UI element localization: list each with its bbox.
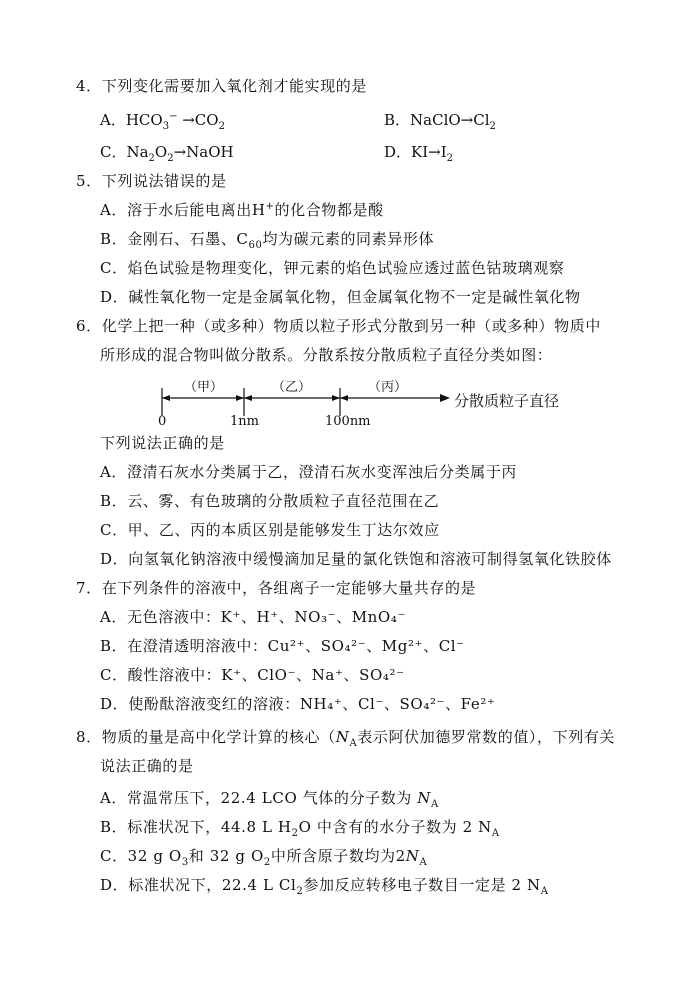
q8-option-b: B．标准状况下，44.8 L $H_2O$ 中含有的水分子数为 2 $N_A$ bbox=[100, 818, 500, 839]
q6-stem-line1: 6．化学上把一种（或多种）物质以粒子形式分散到另一种（或多种）物质中 bbox=[76, 317, 601, 335]
q7-stem: 7．在下列条件的溶液中，各组离子一定能够大量共存的是 bbox=[76, 579, 477, 597]
q8-stem-line1: 8．物质的量是高中化学计算的核心（$N_A$表示阿伏加德罗常数的值），下列有关 bbox=[76, 728, 616, 749]
q5-option-c: C．焰色试验是物理变化，钾元素的焰色试验应透过蓝色钴玻璃观察 bbox=[100, 259, 565, 277]
q5-option-d: D．碱性氧化物一定是金属氧化物，但金属氧化物不一定是碱性氧化物 bbox=[100, 288, 581, 306]
q6-option-a: A．澄清石灰水分类属于乙，澄清石灰水变浑浊后分类属于丙 bbox=[100, 463, 518, 481]
q7-option-d: D．使酚酞溶液变红的溶液：NH₄⁺、Cl⁻、SO₄²⁻、Fe²⁺ bbox=[100, 695, 496, 713]
arrow-left-1 bbox=[162, 395, 170, 401]
q8-option-c: C．32 g $O_3$和 32 g $O_2$中所含原子数均为$2N_A$ bbox=[100, 847, 428, 868]
tick-label-1nm: 1nm bbox=[230, 414, 259, 429]
q6-option-c: C．甲、乙、丙的本质区别是能够发生丁达尔效应 bbox=[100, 521, 440, 539]
q4-option-b: B．$NaClO\to Cl_2$ bbox=[384, 111, 496, 132]
dispersion-diagram bbox=[150, 372, 580, 432]
q7-option-b: B．在澄清透明溶液中：Cu²⁺、SO₄²⁻、Mg²⁺、Cl⁻ bbox=[100, 637, 465, 655]
axis-title: 分散质粒子直径 bbox=[454, 392, 560, 410]
tick-label-100nm: 100nm bbox=[325, 414, 371, 429]
q8-option-a: A．常温常压下，22.4 LCO 气体的分子数为 $N_A$ bbox=[100, 789, 439, 810]
q4-stem: 4．下列变化需要加入氧化剂才能实现的是 bbox=[76, 77, 367, 95]
q5-option-b: B．金刚石、石墨、$C_{60}$均为碳元素的同素异形体 bbox=[100, 230, 435, 251]
arrow-left-3 bbox=[340, 395, 348, 401]
q5-stem: 5．下列说法错误的是 bbox=[76, 172, 227, 190]
q7-option-a: A．无色溶液中：K⁺、H⁺、NO₃⁻、MnO₄⁻ bbox=[100, 608, 406, 626]
q6-option-d: D．向氢氧化钠溶液中缓慢滴加足量的氯化铁饱和溶液可制得氢氧化铁胶体 bbox=[100, 550, 612, 568]
arrow-right-1 bbox=[236, 395, 244, 401]
axis-arrow bbox=[440, 394, 450, 402]
q4-option-a: A．$HCO_3^- \to CO_2$ bbox=[100, 111, 225, 132]
q6-option-b: B．云、雾、有色玻璃的分散质粒子直径范围在乙 bbox=[100, 492, 440, 510]
tick-label-0: 0 bbox=[158, 414, 167, 429]
q7-option-c: C．酸性溶液中：K⁺、ClO⁻、Na⁺、SO₄²⁻ bbox=[100, 666, 405, 684]
q4-option-c: C．$Na_2O_2\to NaOH$ bbox=[100, 143, 234, 164]
q6-stem-line2: 所形成的混合物叫做分散系。分散系按分散质粒子直径分类如图： bbox=[100, 346, 553, 364]
segment-label-jia: （甲） bbox=[184, 380, 224, 395]
segment-label-yi: （乙） bbox=[272, 380, 312, 395]
q4-option-d: D．$KI\to I_2$ bbox=[384, 143, 454, 164]
segment-label-bing: （丙） bbox=[368, 380, 408, 395]
q5-option-a: A．溶于水后能电离出H+的化合物都是酸 bbox=[100, 201, 384, 219]
q6-sub-stem: 下列说法正确的是 bbox=[100, 434, 225, 452]
arrow-right-2 bbox=[332, 395, 340, 401]
q8-option-d: D．标准状况下，22.4 L $Cl_2$参加反应转移电子数目一定是 2 $N_A$ bbox=[100, 876, 549, 897]
arrow-left-2 bbox=[244, 395, 252, 401]
q8-stem-line2: 说法正确的是 bbox=[100, 757, 194, 775]
